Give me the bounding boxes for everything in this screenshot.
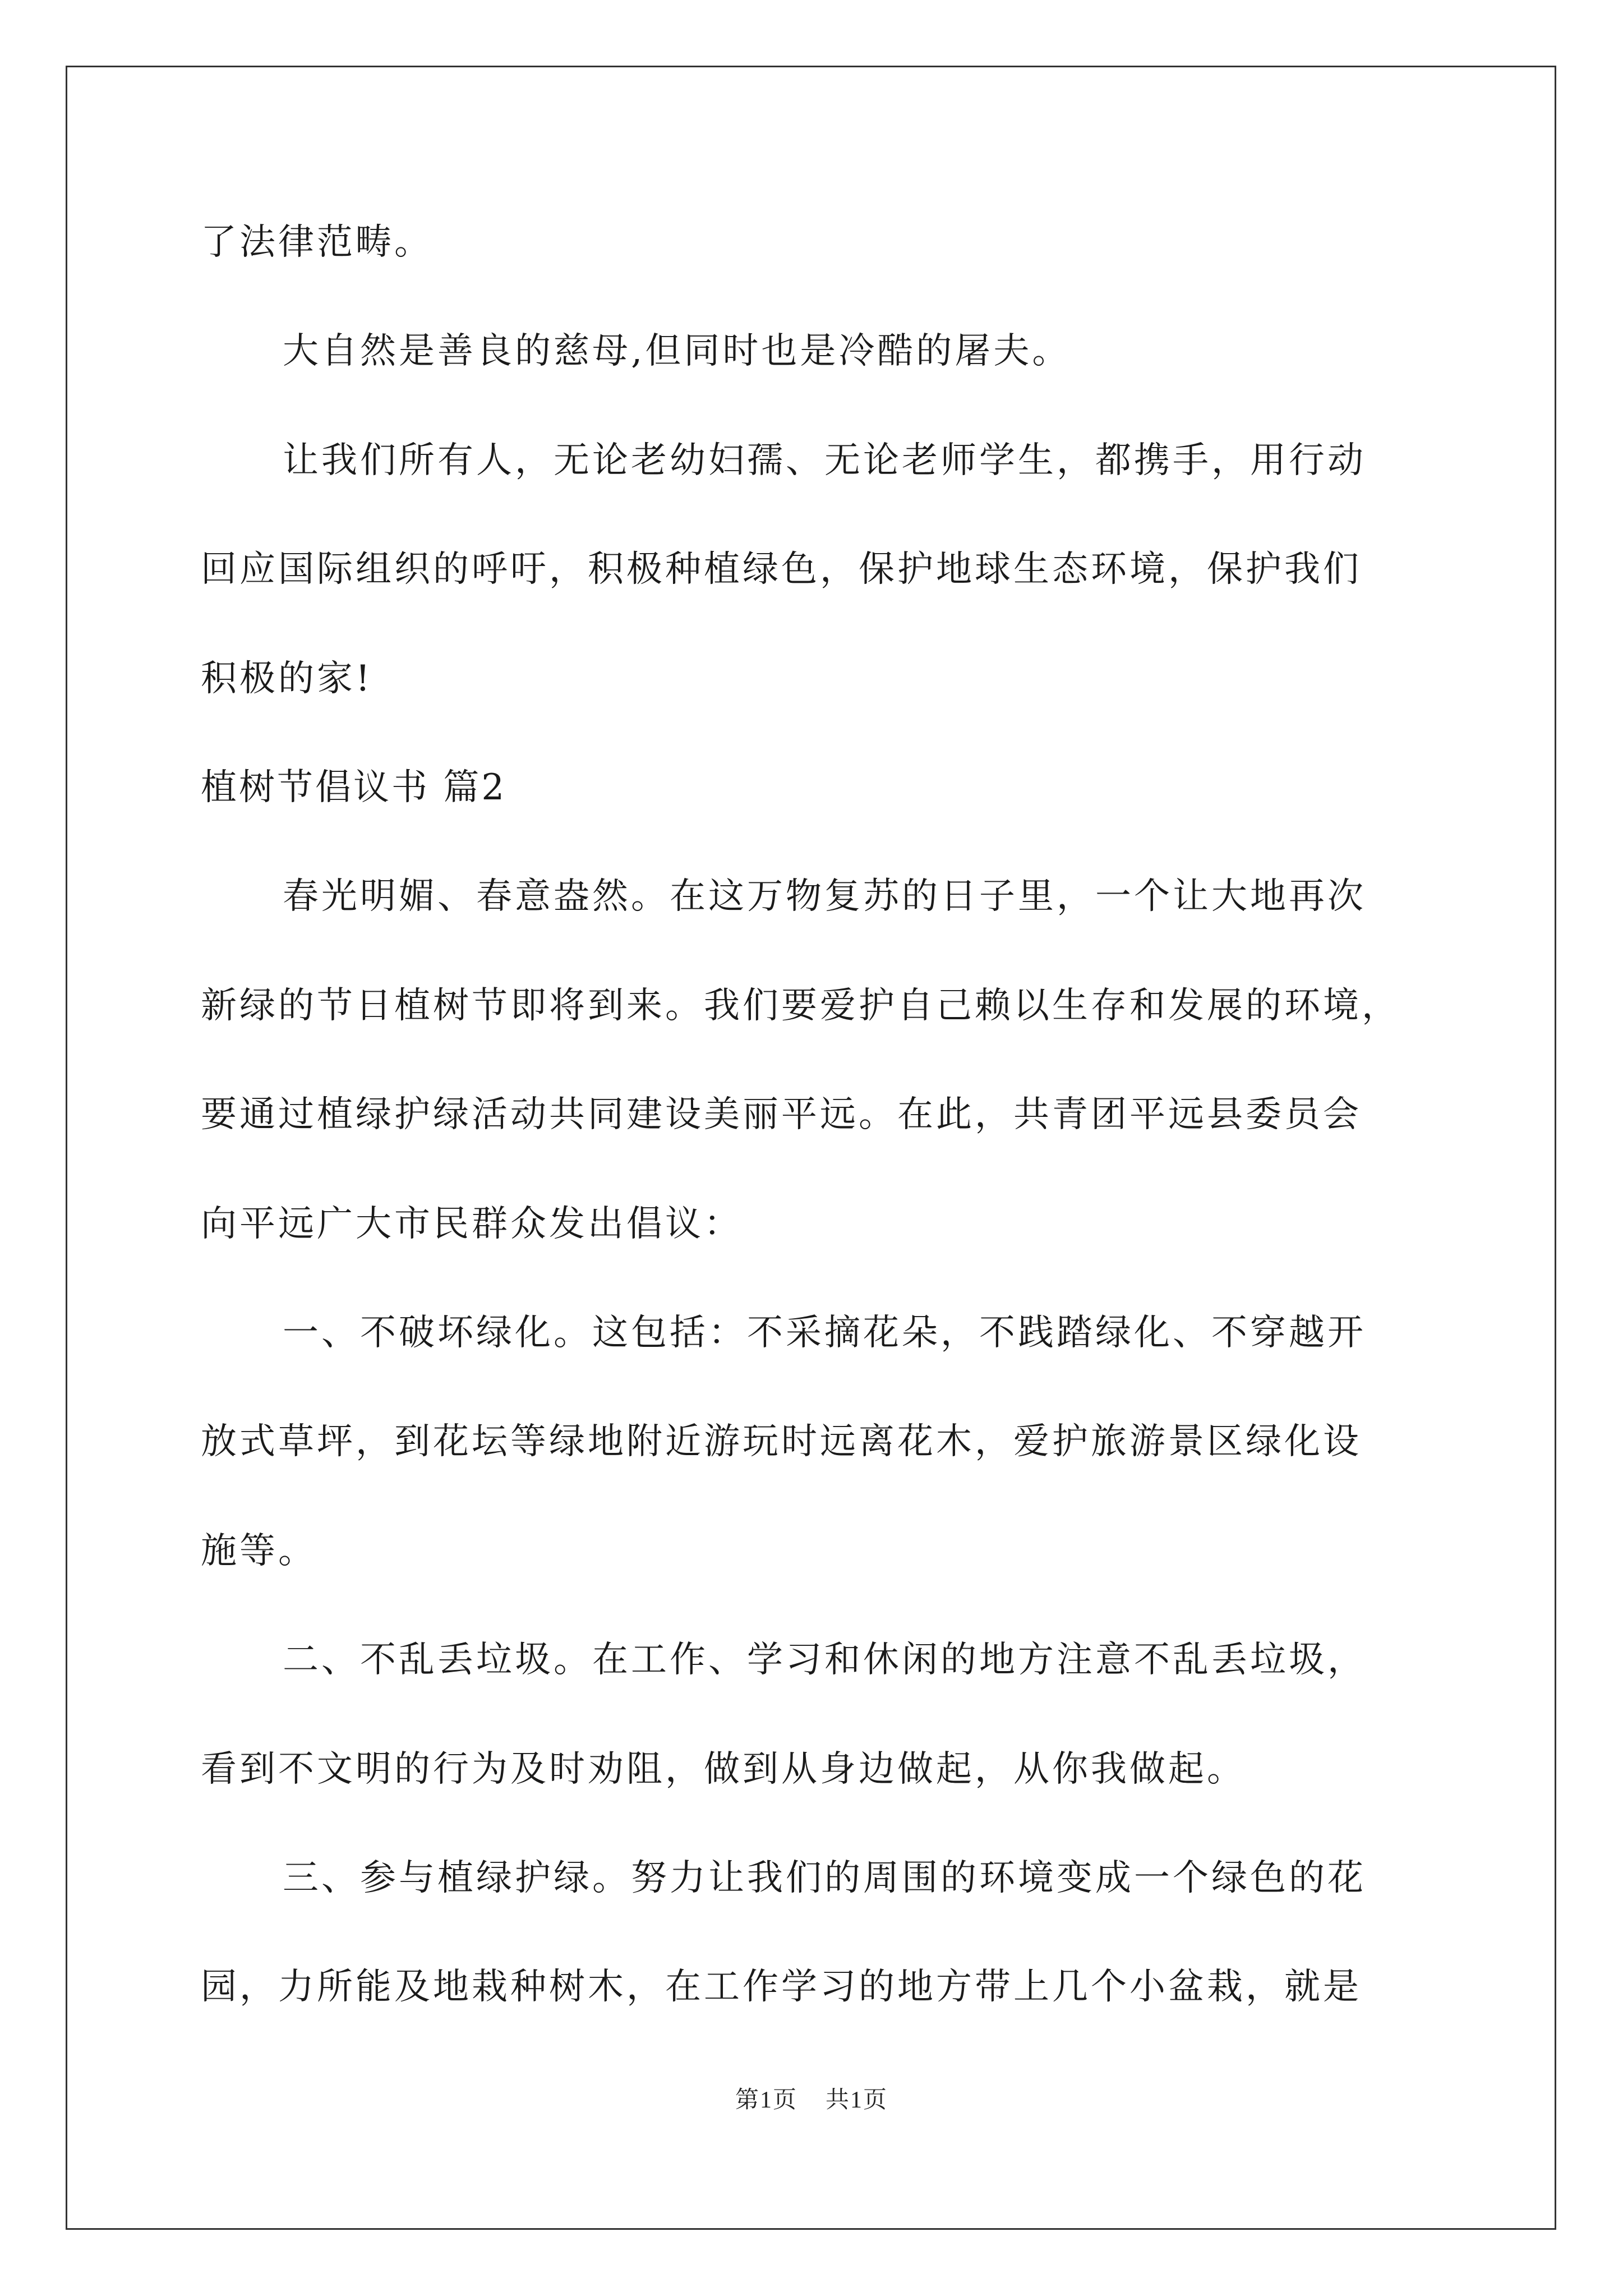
paragraph-line: 园，力所能及地栽种树木，在工作学习的地方带上几个小盆栽，就是 [201, 1966, 1362, 2008]
page-number: 第1页 [735, 2087, 797, 2113]
paragraph-line: 三、参与植绿护绿。努力让我们的周围的环境变成一个绿色的花 [283, 1857, 1366, 1899]
paragraph-line: 让我们所有人，无论老幼妇孺、无论老师学生，都携手，用行动 [283, 440, 1366, 481]
paragraph-line: 了法律范畴。 [201, 222, 433, 263]
paragraph-line: 施等。 [201, 1530, 317, 1572]
paragraph-line: 向平远广大市民群众发出倡议： [201, 1203, 743, 1245]
paragraph-line: 春光明媚、春意盎然。在这万物复苏的日子里，一个让大地再次 [283, 876, 1366, 917]
paragraph-line: 二、不乱丢垃圾。在工作、学习和休闲的地方注意不乱丢垃圾， [283, 1639, 1366, 1681]
section-heading: 植树节倡议书 篇2 [201, 767, 507, 808]
page-footer [0, 2081, 1623, 2115]
page-total: 共1页 [826, 2087, 888, 2113]
paragraph-line: 回应国际组织的呼吁，积极种植绿色，保护地球生态环境，保护我们 [201, 549, 1362, 590]
paragraph-line: 放式草坪，到花坛等绿地附近游玩时远离花木，爱护旅游景区绿化设 [201, 1421, 1362, 1462]
paragraph-line: 大自然是善良的慈母,但同时也是冷酷的屠夫。 [283, 330, 1071, 372]
paragraph-line: 积极的家! [201, 658, 373, 700]
paragraph-line: 看到不文明的行为及时劝阻，做到从身边做起，从你我做起。 [201, 1749, 1246, 1790]
paragraph-line: 要通过植绿护绿活动共同建设美丽平远。在此，共青团平远县委员会 [201, 1094, 1362, 1135]
paragraph-line: 一、不破坏绿化。这包括：不采摘花朵，不践踏绿化、不穿越开 [283, 1312, 1366, 1354]
paragraph-line: 新绿的节日植树节即将到来。我们要爱护自己赖以生存和发展的环境， [201, 985, 1400, 1027]
